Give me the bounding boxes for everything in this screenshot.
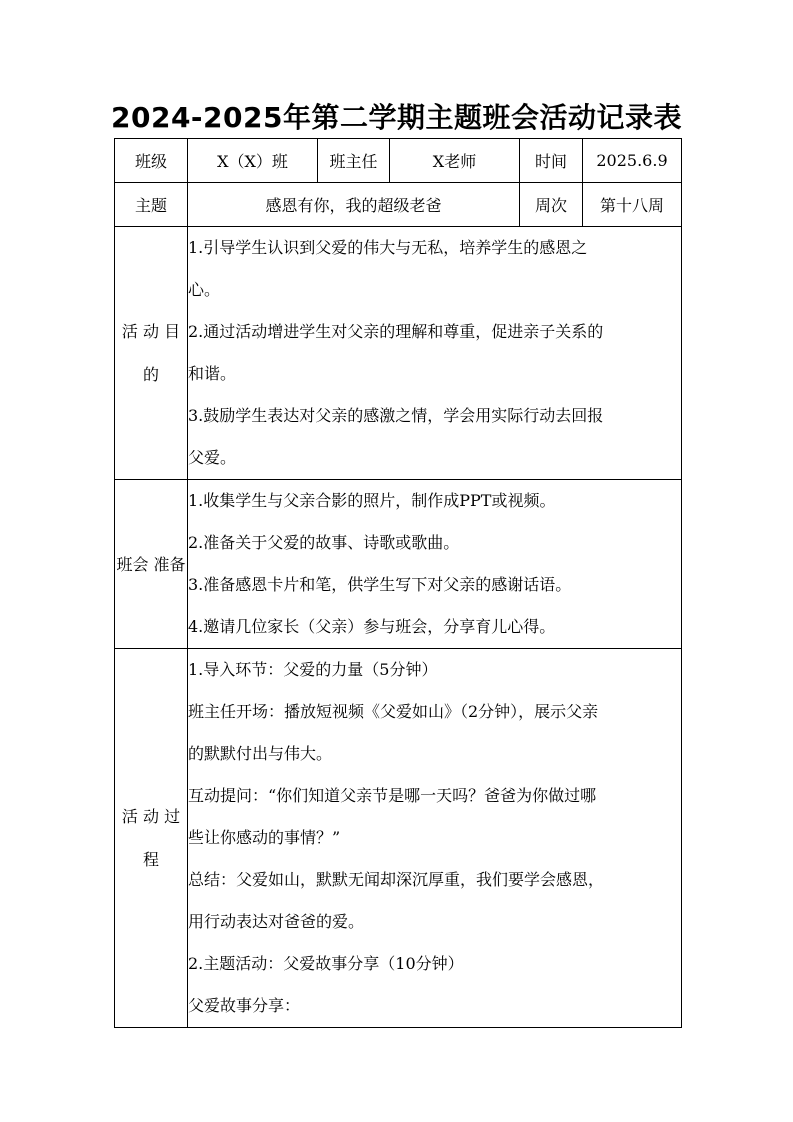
goals-row: [115, 227, 682, 480]
process-line: 些让你感动的事情？”: [188, 828, 341, 847]
prep-label: 班会 准备: [115, 480, 188, 649]
header-row: [115, 139, 682, 183]
week-value: 第十八周: [583, 183, 682, 227]
topic-label: 主题: [115, 183, 188, 227]
prep-row: [115, 480, 682, 649]
goal-line: 和谐。: [188, 364, 237, 383]
process-line: 2.主题活动：父爱故事分享（10分钟）: [188, 954, 464, 973]
prep-line: 2.准备关于父爱的故事、诗歌或歌曲。: [188, 533, 460, 552]
goal-line: 心。: [188, 280, 221, 299]
process-label: 活 动 过 程: [115, 649, 188, 1028]
process-content: [188, 649, 682, 1028]
week-label: 周次: [520, 183, 583, 227]
page-title: 2024-2025年第二学期主题班会活动记录表: [111, 101, 682, 134]
process-line: 总结：父爱如山，默默无闻却深沉厚重，我们要学会感恩，: [188, 870, 605, 889]
time-label: 时间: [520, 139, 583, 183]
time-value: 2025.6.9: [583, 139, 682, 183]
process-line: 父爱故事分享：: [188, 996, 301, 1015]
class-value: X（X）班: [188, 139, 318, 183]
teacher-value: X老师: [390, 139, 520, 183]
process-line: 用行动表达对爸爸的爱。: [188, 912, 365, 931]
teacher-label: 班主任: [318, 139, 390, 183]
process-line: 班主任开场：播放短视频《父爱如山》（2分钟），展示父亲: [188, 702, 599, 721]
class-label: 班级: [115, 139, 188, 183]
topic-value: 感恩有你，我的超级老爸: [188, 183, 520, 227]
goals-label: 活 动 目 的: [115, 227, 188, 480]
prep-content: [188, 480, 682, 649]
record-table: [114, 138, 682, 1028]
goals-content: [188, 227, 682, 480]
process-row: [115, 649, 682, 1028]
process-line: 互动提问：“你们知道父亲节是哪一天吗？爸爸为你做过哪: [188, 786, 597, 805]
goal-line: 2.通过活动增进学生对父亲的理解和尊重，促进亲子关系的: [188, 322, 604, 341]
goal-line: 父爱。: [188, 448, 237, 467]
process-line: 的默默付出与伟大。: [188, 744, 333, 763]
prep-line: 1.收集学生与父亲合影的照片，制作成PPT或视频。: [188, 491, 556, 510]
goal-line: 1.引导学生认识到父爱的伟大与无私，培养学生的感恩之: [188, 238, 588, 257]
topic-row: [115, 183, 682, 227]
prep-line: 4.邀请几位家长（父亲）参与班会，分享育儿心得。: [188, 617, 556, 636]
prep-line: 3.准备感恩卡片和笔，供学生写下对父亲的感谢话语。: [188, 575, 572, 594]
process-line: 1.导入环节：父爱的力量（5分钟）: [188, 660, 438, 679]
goal-line: 3.鼓励学生表达对父亲的感激之情，学会用实际行动去回报: [188, 406, 604, 425]
